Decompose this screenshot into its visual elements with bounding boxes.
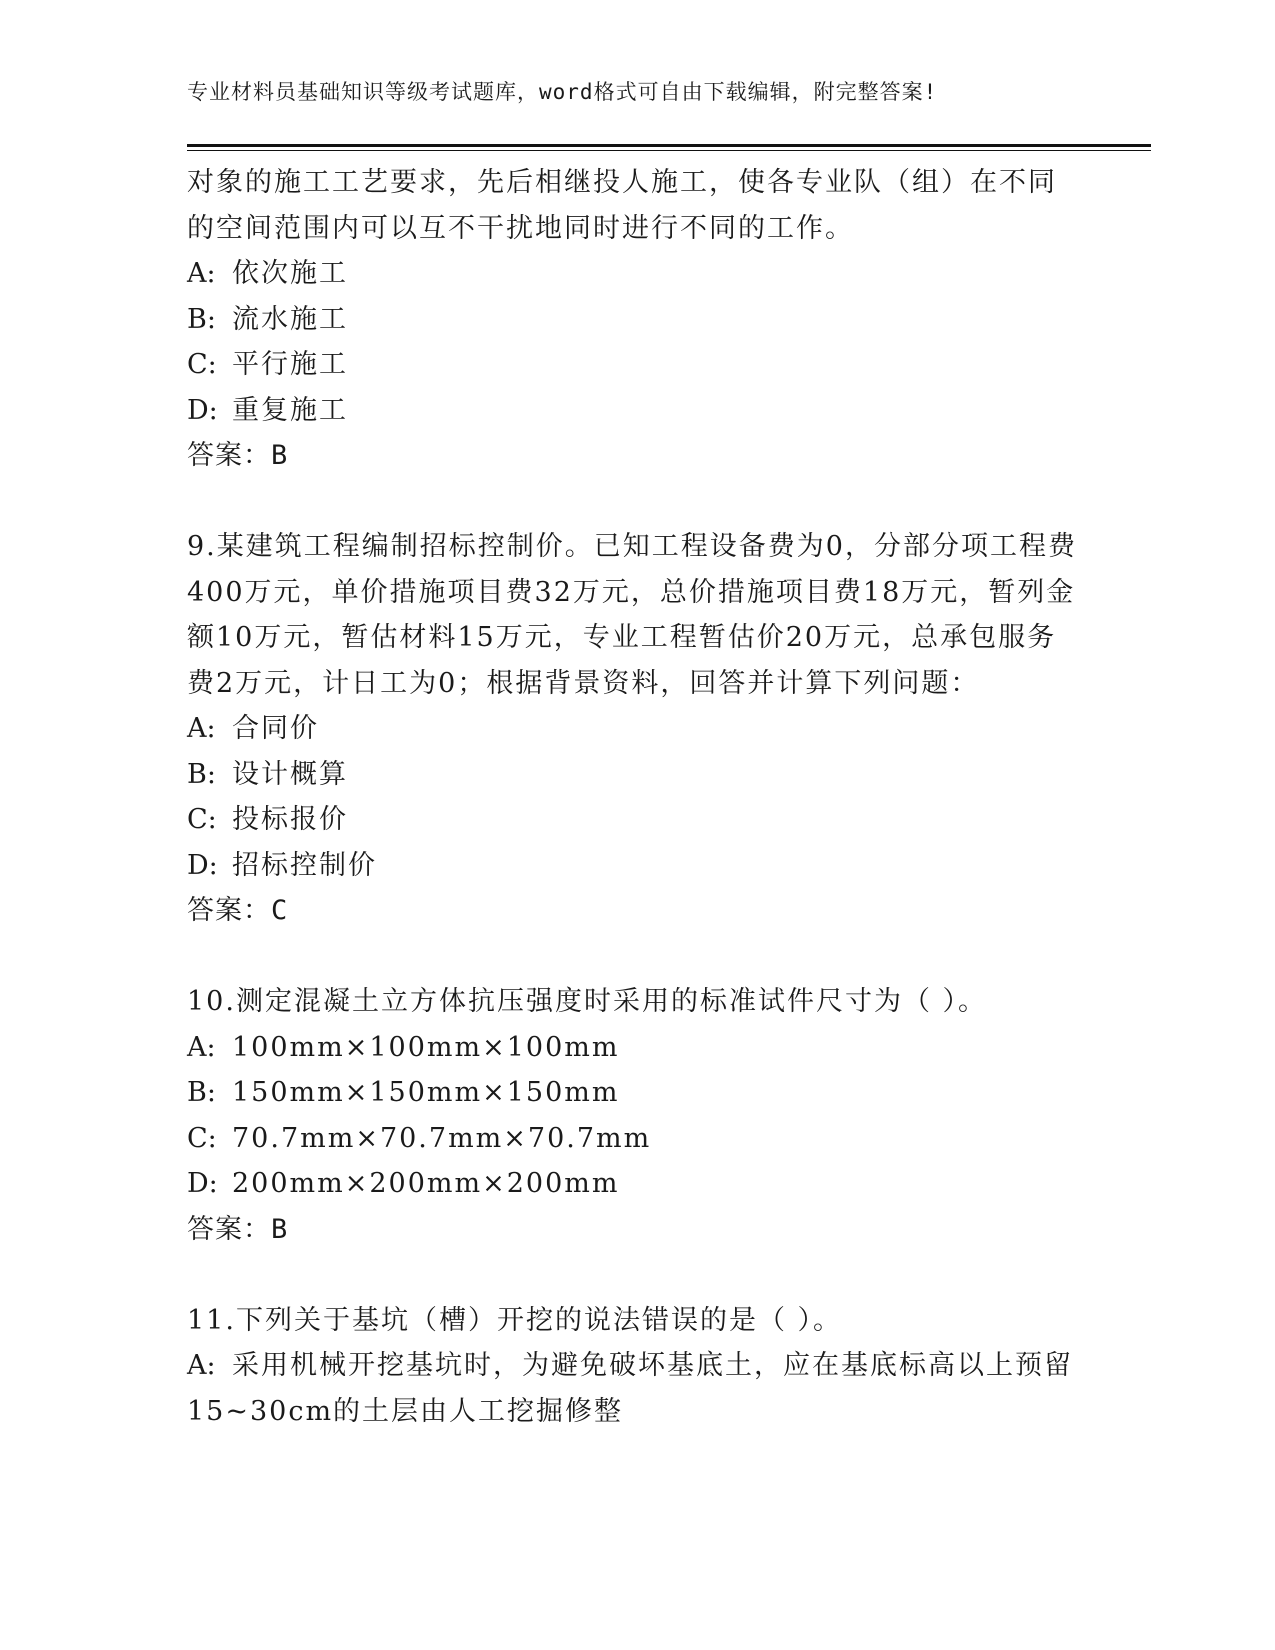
option-text: 采用机械开挖基坑时，为避免破坏基底土，应在基底标高以上预留 [232,1350,1073,1381]
option-label: A: [187,1350,216,1381]
option-d [187,1161,1087,1207]
page-header: 专业材料员基础知识等级考试题库，word格式可自由下载编辑，附完整答案! [187,80,938,104]
question-text-line: 400万元，单价措施项目费32万元，总价措施项目费18万元，暂列金 [187,576,1076,608]
option-text: 设计概算 [232,758,348,790]
answer [187,888,1087,934]
question-text-line: 费2万元，计日工为0；根据背景资料，回答并计算下列问题： [187,667,980,699]
spacer [187,934,1087,980]
option-label: D: [187,394,218,426]
option-label: D: [187,1168,218,1199]
spacer [187,479,1087,525]
option-b [187,752,1087,798]
question-text-line: 额10万元，暂估材料15万元，专业工程暂估价20万元，总承包服务 [187,622,1057,653]
question-9 [187,524,1087,934]
option-text: 依次施工 [232,258,348,289]
option-a [187,1343,1087,1389]
option-label: B: [187,303,216,335]
option-label: A: [187,713,216,744]
question-text-line: 11.下列关于基坑（槽）开挖的说法错误的是（ ）。 [187,1304,843,1336]
answer-label: 答案： [187,440,271,471]
option-label: B: [187,1077,216,1108]
answer-label: 答案： [187,895,271,926]
option-a [187,706,1087,752]
option-text: 重复施工 [232,394,348,426]
answer-label: 答案： [187,1213,271,1245]
option-c [187,1116,1087,1162]
option-text-continuation: 15~30cm的土层由人工挖掘修整 [187,1395,624,1427]
option-label: A: [187,1031,216,1063]
option-text: 平行施工 [232,349,348,380]
question-text-line: 10.测定混凝土立方体抗压强度时采用的标准试件尺寸为（ ）。 [187,986,988,1017]
answer-value: B [271,1213,289,1245]
option-b [187,1070,1087,1116]
question-text-line: 的空间范围内可以互不干扰地同时进行不同的工作。 [187,212,854,244]
option-c [187,797,1087,843]
answer [187,1207,1087,1253]
document-body [187,160,1087,1434]
header-rule-thick [187,144,1151,147]
question-text-line: 9.某建筑工程编制招标控制价。已知工程设备费为0，分部分项工程费 [187,531,1077,562]
option-label: B: [187,758,216,790]
option-text: 100mm×100mm×100mm [232,1031,620,1063]
header-rule-thin [187,150,1151,151]
spacer [187,1252,1087,1298]
answer-value: B [271,440,289,471]
option-text: 招标控制价 [232,849,377,881]
option-text: 150mm×150mm×150mm [232,1077,620,1108]
answer-value: C [271,895,289,926]
question-10 [187,979,1087,1252]
option-text: 合同价 [232,713,319,744]
option-d [187,388,1087,434]
option-text: 流水施工 [232,303,348,335]
question-8 [187,160,1087,479]
answer [187,433,1087,479]
option-label: C: [187,804,217,835]
option-c [187,342,1087,388]
option-a [187,251,1087,297]
question-text-line: 对象的施工工艺要求，先后相继投人施工，使各专业队（组）在不同 [187,167,1057,198]
option-text: 投标报价 [232,804,348,835]
option-label: C: [187,1122,217,1154]
option-label: D: [187,849,218,881]
option-text: 70.7mm×70.7mm×70.7mm [232,1122,652,1154]
option-a [187,1025,1087,1071]
option-d [187,843,1087,889]
option-label: A: [187,258,216,289]
option-label: C: [187,349,217,380]
option-b [187,297,1087,343]
question-11 [187,1298,1087,1435]
option-text: 200mm×200mm×200mm [232,1168,620,1199]
